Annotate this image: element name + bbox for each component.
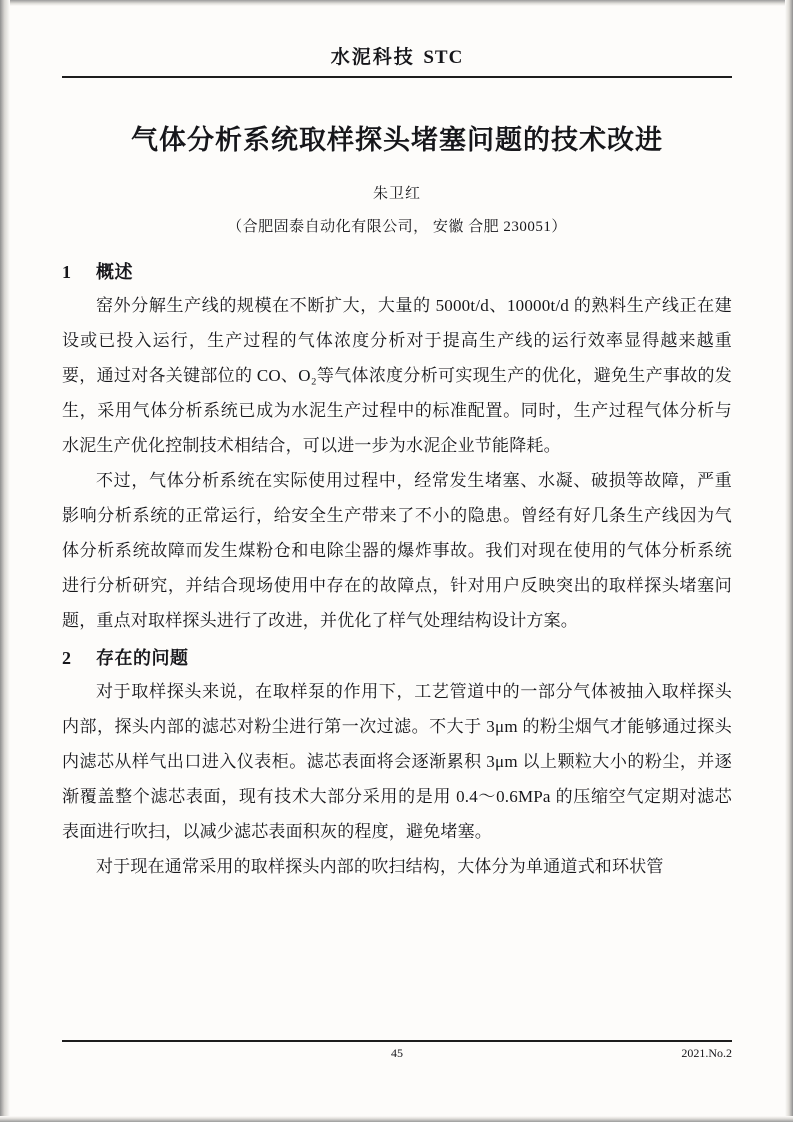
section-heading-2 xyxy=(62,644,732,670)
paragraph: 对于取样探头来说，在取样泵的作用下，工艺管道中的一部分气体被抽入取样探头内部，探头内部的滤芯对粉尘进行第一次过滤。不大于 3μm 的粉尘烟气才能够通过探头内滤芯从样气出口进入仪表柜。滤芯表面将会逐渐累积 3μm 以上颗粒大小的粉尘，并逐渐覆盖整个滤芯表面，现有技术大部分采用的是用 0.4～0.6MPa 的压缩空气定期对滤芯表面进行吹扫，以减少滤芯表面积灰的程度，避免堵塞。 xyxy=(62,682,732,841)
issue-label: 2021.No.2 xyxy=(681,1046,732,1060)
page-content xyxy=(62,0,732,1122)
author-name: 朱卫红 xyxy=(372,186,421,202)
section-title-2: 存在的问题 xyxy=(96,648,189,669)
author-affiliation: （合肥固泰自动化有限公司， 安徽 合肥 230051） xyxy=(227,219,567,235)
section-number-2: 2 xyxy=(62,648,72,668)
running-head-abbrev: STC xyxy=(423,47,464,68)
running-head-journal: 水泥科技 xyxy=(330,46,415,68)
footer-rule xyxy=(62,1040,732,1042)
running-head xyxy=(62,42,732,69)
section-number-1: 1 xyxy=(62,262,72,282)
section-title-1: 概述 xyxy=(96,262,133,283)
article-body xyxy=(62,252,732,884)
header-rule xyxy=(62,76,732,78)
paragraph: 不过，气体分析系统在实际使用过程中，经常发生堵塞、水凝、破损等故障，严重影响分析系统的正常运行，给安全生产带来了不小的隐患。曾经有好几条生产线因为气体分析系统故障而发生煤粉仓和电除尘器的爆炸事故。我们对现在使用的气体分析系统进行分析研究，并结合现场使用中存在的故障点，针对用户反映突出的取样探头堵塞问题，重点对取样探头进行了改进，并优化了样气处理结构设计方案。 xyxy=(62,471,732,630)
page-edge-left xyxy=(0,0,10,1122)
page-number: 45 xyxy=(391,1046,403,1060)
paragraph: 对于现在通常采用的取样探头内部的吹扫结构，大体分为单通道式和环状管 xyxy=(96,857,664,876)
page-edge-right xyxy=(785,0,793,1122)
section-heading-1 xyxy=(62,258,732,284)
paragraph: 窑外分解生产线的规模在不断扩大，大量的 5000t/d、10000t/d 的熟料生产线正在建设或已投入运行，生产过程的气体浓度分析对于提高生产线的运行效率显得越来越重要，通过对各关键部位的 CO、O₂等气体浓度分析可实现生产的优化，避免生产事故的发生，采用气体分析系统已成为水泥生产过程中的标准配置。同时，生产过程气体分析与水泥生产优化控制技术相结合，可以进一步为水泥企业节能降耗。 xyxy=(62,296,732,455)
page-title: 气体分析系统取样探头堵塞问题的技术改进 xyxy=(131,125,663,156)
